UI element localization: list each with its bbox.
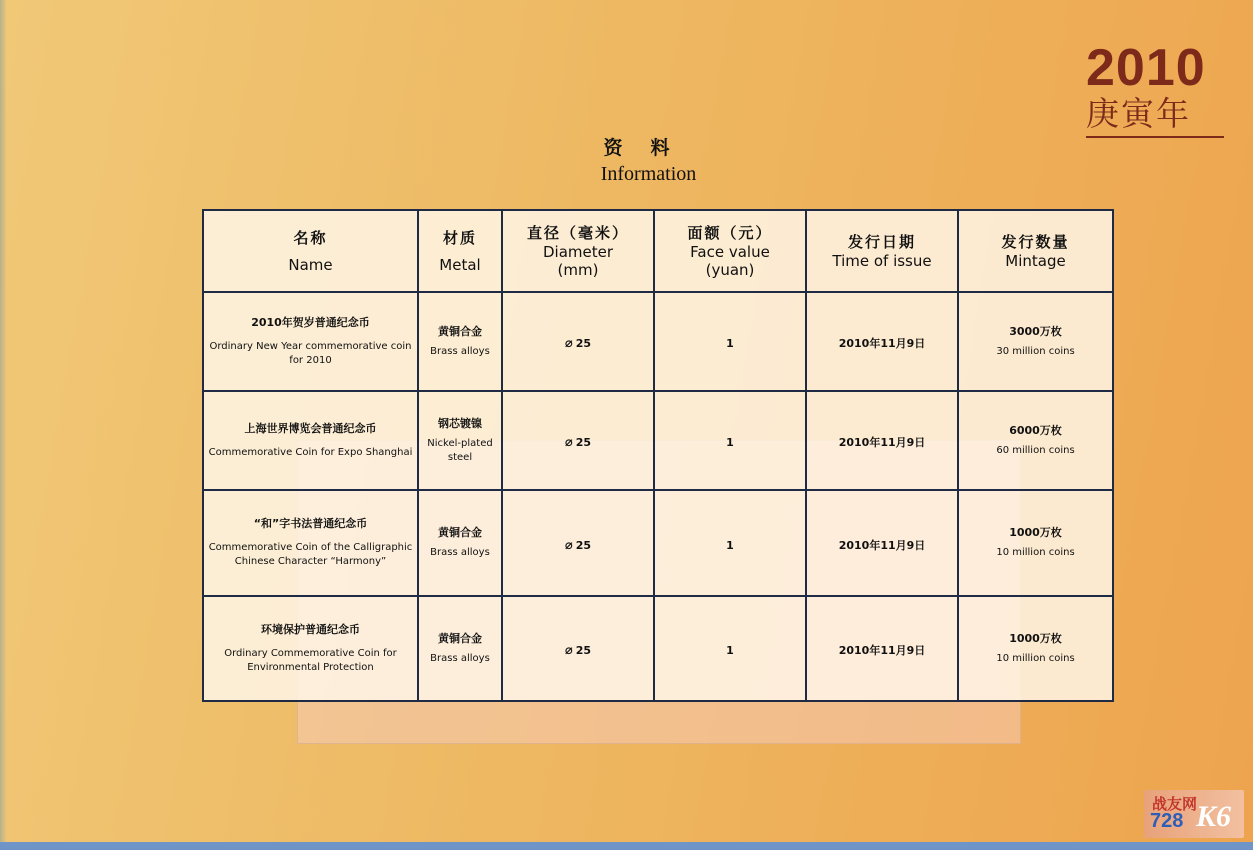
- col-header-en-unit: (yuan): [705, 261, 755, 279]
- diameter-symbol-icon: ⌀: [564, 537, 573, 553]
- diameter-symbol-icon: ⌀: [564, 336, 573, 351]
- col-header-cn: 面额（元）: [687, 224, 773, 242]
- cell-mintage: [958, 596, 1113, 701]
- cell-issue-date: [806, 292, 958, 391]
- cell-issue-date: [806, 490, 958, 596]
- cell-metal: [418, 391, 502, 490]
- page-title-en: Information: [600, 163, 697, 185]
- face-value: 1: [726, 538, 734, 552]
- mintage-cn: 6000万枚: [1009, 423, 1062, 437]
- cell-diameter: [502, 490, 654, 596]
- coin-name-cn: 环境保护普通纪念币: [261, 622, 360, 636]
- cell-name: [203, 292, 418, 391]
- issue-date: 2010年11月9日: [838, 337, 926, 350]
- cell-diameter: [502, 391, 654, 490]
- cell-face-value: [654, 596, 806, 701]
- diameter-value: 25: [575, 644, 592, 657]
- cell-metal: [418, 596, 502, 701]
- diameter-symbol-icon: ⌀: [564, 643, 573, 658]
- cell-face-value: [654, 490, 806, 596]
- metal-cn: 钢芯镀镍: [438, 416, 482, 430]
- cell-diameter: [502, 596, 654, 701]
- mintage-en: 10 million coins: [996, 652, 1075, 664]
- page-title-cn: 资料: [603, 137, 698, 159]
- zodiac-year-label: 庚寅年: [1086, 94, 1191, 133]
- col-header-en: Mintage: [1005, 252, 1066, 270]
- cell-name: [203, 596, 418, 701]
- col-header-name: [203, 210, 418, 292]
- mintage-en: 60 million coins: [996, 444, 1075, 456]
- face-value: 1: [726, 436, 734, 449]
- col-header-cn: 直径（毫米）: [526, 224, 629, 242]
- table-row: [203, 391, 1113, 490]
- table-row: [203, 490, 1113, 596]
- coin-name-en: Commemorative Coin for Expo Shanghai: [208, 446, 413, 458]
- cell-mintage: [958, 490, 1113, 596]
- table-row: [203, 596, 1113, 701]
- metal-en: Brass alloys: [430, 547, 490, 558]
- cell-mintage: [958, 391, 1113, 490]
- coin-name-cn: 2010年贺岁普通纪念币: [251, 315, 370, 329]
- diameter-value: 25: [575, 436, 592, 449]
- page-left-edge: [0, 0, 6, 850]
- metal-en: Nickel-plated steel: [427, 437, 493, 463]
- year-block: [1084, 40, 1224, 132]
- cell-diameter: [502, 292, 654, 391]
- cell-name: [203, 391, 418, 490]
- coin-name-en: Ordinary Commemorative Coin for Environmental Protection: [224, 647, 397, 673]
- cell-face-value: [654, 391, 806, 490]
- col-header-cn: 材质: [442, 229, 477, 247]
- diameter-value: 25: [575, 538, 592, 552]
- col-header-en: Diameter: [542, 243, 614, 261]
- page-bottom-edge: [0, 842, 1253, 850]
- metal-en: Brass alloys: [430, 345, 490, 357]
- col-header-face-value: [654, 210, 806, 292]
- col-header-cn: 发行日期: [847, 233, 916, 251]
- issue-date: 2010年11月9日: [838, 538, 926, 552]
- coin-name-en: Ordinary New Year commemorative coin for 2010: [209, 340, 412, 366]
- coin-info-table: [202, 209, 1114, 702]
- cell-metal: [418, 292, 502, 391]
- site-watermark: [1144, 790, 1244, 838]
- cell-metal: [418, 490, 502, 596]
- watermark-site-name: 战友网: [1152, 795, 1198, 813]
- coin-name-cn: 上海世界博览会普通纪念币: [244, 421, 377, 435]
- col-header-mintage: [958, 210, 1113, 292]
- col-header-issue-date: [806, 210, 958, 292]
- col-header-en: Metal: [439, 256, 481, 274]
- watermark-number: 728: [1150, 810, 1184, 832]
- col-header-cn: 发行数量: [1001, 233, 1070, 251]
- metal-en: Brass alloys: [430, 652, 490, 664]
- coin-name-cn: “和”字书法普通纪念币: [253, 517, 368, 530]
- col-header-en: Name: [288, 256, 333, 274]
- metal-cn: 黄铜合金: [438, 631, 482, 645]
- cell-name: [203, 490, 418, 596]
- diameter-value: 25: [575, 337, 592, 350]
- coin-name-en: Commemorative Coin of the Calligraphic Chinese Character “Harmony”: [208, 542, 413, 567]
- mintage-en: 30 million coins: [996, 345, 1075, 357]
- col-header-en: Face value: [690, 243, 770, 261]
- cell-mintage: [958, 292, 1113, 391]
- col-header-cn: 名称: [293, 229, 328, 247]
- table-header-row: [203, 210, 1113, 292]
- mintage-en: 10 million coins: [996, 547, 1075, 558]
- col-header-en-unit: (mm): [557, 261, 599, 279]
- col-header-diameter: [502, 210, 654, 292]
- face-value: 1: [726, 337, 734, 350]
- metal-cn: 黄铜合金: [438, 324, 482, 338]
- year-label: 2010: [1086, 39, 1206, 97]
- mintage-cn: 1000万枚: [1009, 526, 1062, 539]
- col-header-metal: [418, 210, 502, 292]
- cell-face-value: [654, 292, 806, 391]
- col-header-en: Time of issue: [832, 252, 932, 270]
- cell-issue-date: [806, 596, 958, 701]
- issue-date: 2010年11月9日: [838, 436, 926, 449]
- face-value: 1: [726, 644, 734, 657]
- cell-issue-date: [806, 391, 958, 490]
- table-row: [203, 292, 1113, 391]
- diameter-symbol-icon: ⌀: [564, 435, 573, 450]
- metal-cn: 黄铜合金: [438, 526, 482, 539]
- mintage-cn: 3000万枚: [1009, 324, 1062, 338]
- watermark-mark: K6: [1196, 800, 1232, 833]
- mintage-cn: 1000万枚: [1009, 631, 1062, 645]
- issue-date: 2010年11月9日: [838, 644, 926, 657]
